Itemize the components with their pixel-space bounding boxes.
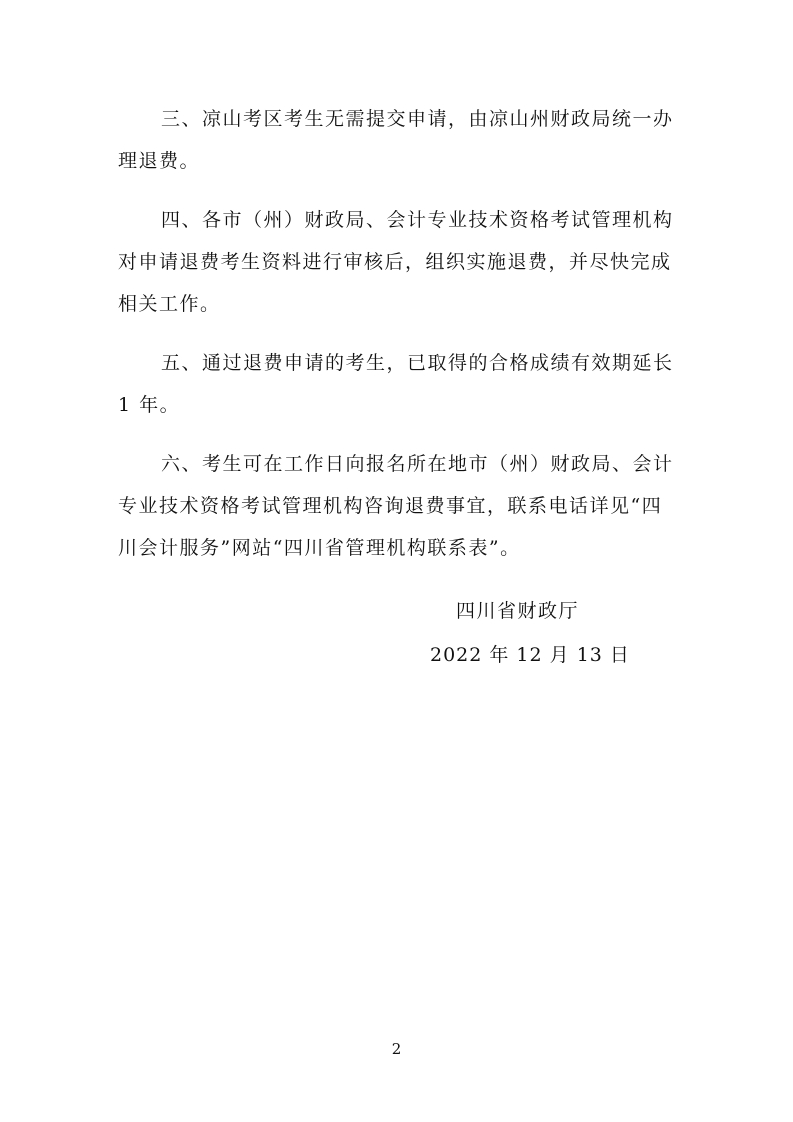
- page-number: 2: [391, 1040, 402, 1058]
- paragraph-line: 六、考生可在工作日向报名所在地市（州）财政局、会计: [161, 453, 674, 475]
- paragraph-line: 三、凉山考区考生无需提交申请，由凉山州财政局统一办: [161, 108, 674, 130]
- paragraph-line: 对申请退费考生资料进行审核后，组织实施退费，并尽快完成: [118, 251, 672, 273]
- paragraph-refund-liangshan: [118, 98, 678, 182]
- body-text: [118, 98, 678, 586]
- paragraph-line: 理退费。: [118, 150, 201, 172]
- paragraph-line: 川会计服务”网站“四川省管理机构联系表”。: [118, 537, 521, 559]
- paragraph-score-validity: [118, 342, 678, 426]
- paragraph-line: 五、通过退费申请的考生，已取得的合格成绩有效期延长: [161, 352, 674, 374]
- paragraph-line: 相关工作。: [118, 293, 221, 315]
- paragraph-line: 四、各市（州）财政局、会计专业技术资格考试管理机构: [161, 209, 674, 231]
- paragraph-consultation: [118, 443, 678, 569]
- paragraph-line: 专业技术资格考试管理机构咨询退费事宜，联系电话详见“四: [118, 495, 663, 517]
- paragraph-line: 1 年。: [118, 394, 181, 416]
- issue-date: 2022 年 12 月 13 日: [430, 644, 630, 666]
- paragraph-review-process: [118, 199, 678, 325]
- issuing-organization: 四川省财政厅: [456, 600, 580, 622]
